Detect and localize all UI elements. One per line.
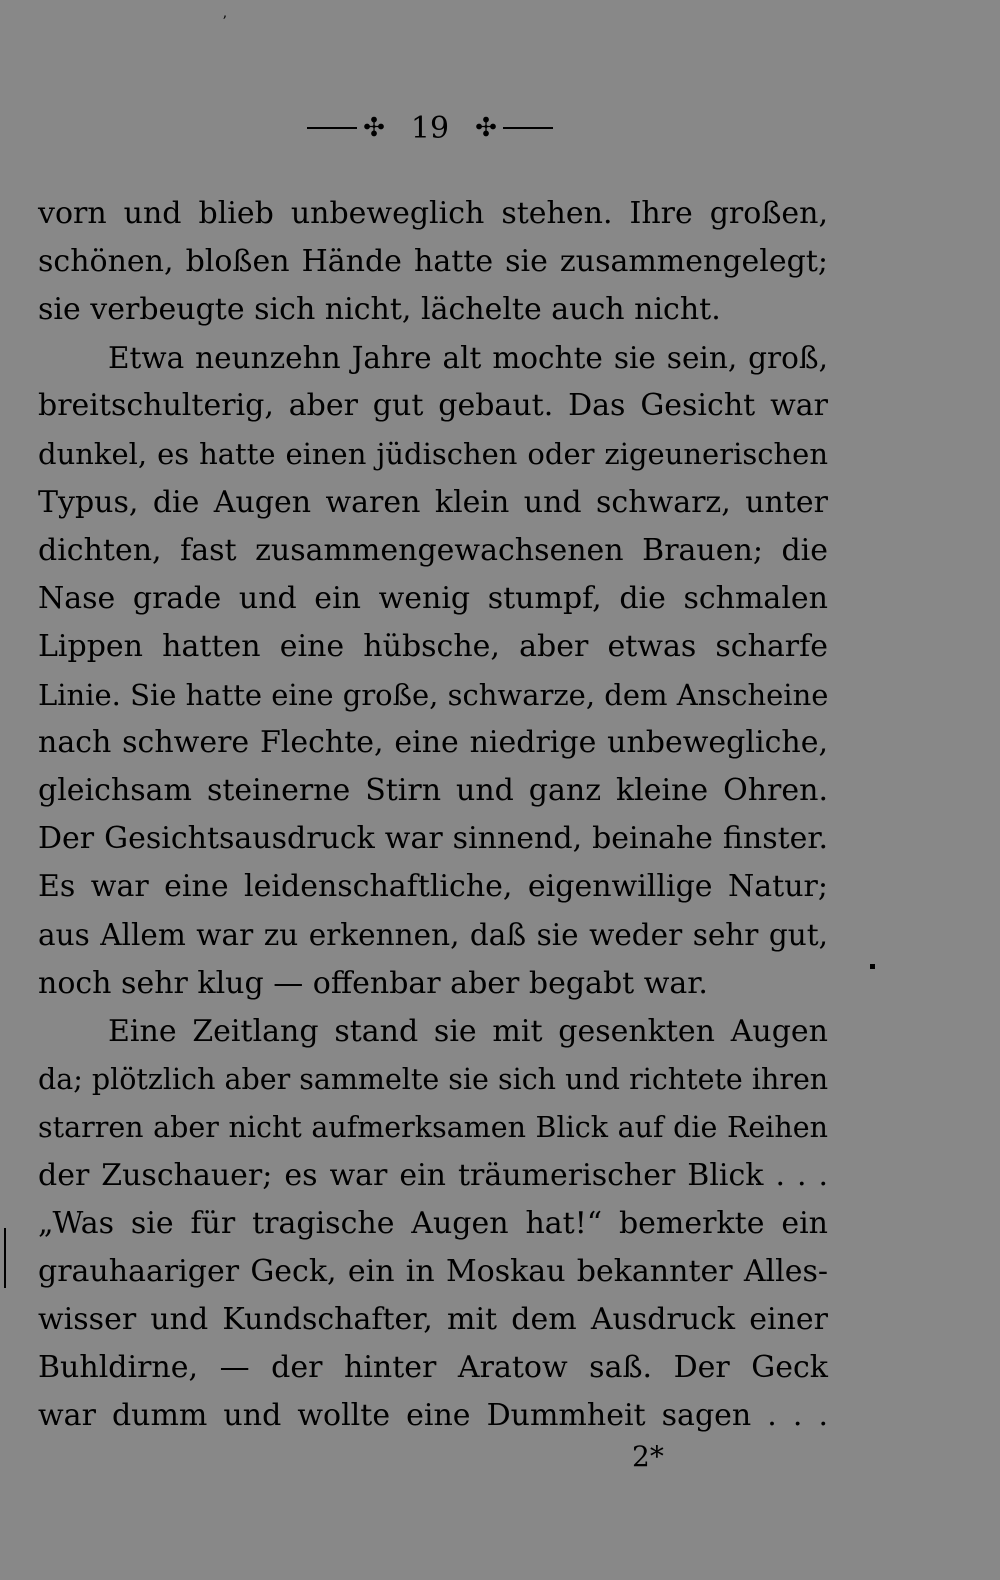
text-line: Der Gesichtsausdruck war sinnend, beinahe finster. (38, 821, 828, 857)
page-header (300, 108, 560, 148)
text-line: starren aber nicht aufmerksamen Blick auf die Reihen (38, 1110, 828, 1144)
text-line: war dumm und wollte eine Dummheit sagen . . . (38, 1398, 828, 1434)
text-line: dunkel, es hatte einen jüdischen oder zigeunerischen (38, 437, 828, 472)
signature-mark: 2* (632, 1440, 664, 1473)
text-line: Linie. Sie hatte eine große, schwarze, dem Anscheine (38, 677, 829, 712)
text-line: aus Allem war zu erkennen, daß sie weder sehr gut, (38, 918, 828, 953)
body-text (38, 190, 828, 1440)
text-line: der Zuschauer; es war ein träumerischer Blick . . . (38, 1157, 828, 1193)
text-line: Etwa neunzehn Jahre alt mochte sie sein, groß, (108, 341, 828, 376)
text-line: Buhldirne, — der hinter Aratow saß. Der Geck (38, 1350, 828, 1386)
text-line: Nase grade und ein wenig stumpf, die schmalen (38, 580, 828, 616)
text-line: grauhaariger Geck, ein in Moskau bekannter Alles- (38, 1254, 828, 1290)
text-line: Lippen hatten eine hübsche, aber etwas scharfe (38, 628, 828, 664)
text-line: wisser und Kundschafter, mit dem Ausdruck einer (38, 1302, 828, 1338)
text-line: nach schwere Flechte, eine niedrige unbewegliche, (38, 725, 828, 761)
text-line: Typus, die Augen waren klein und schwarz, unter (38, 484, 828, 520)
text-line: „Was sie für tragische Augen hat!“ bemerkte ein (38, 1205, 828, 1241)
ornament-icon: ✣ (363, 113, 385, 143)
margin-mark (4, 1228, 6, 1288)
header-rule-left (307, 127, 357, 129)
print-speck (870, 964, 875, 969)
text-line: breitschulterig, aber gut gebaut. Das Gesicht war (38, 388, 828, 424)
text-line: noch sehr klug — offenbar aber begabt war. (38, 965, 708, 1001)
text-line: gleichsam steinerne Stirn und ganz kleine Ohren. (38, 773, 828, 809)
page-number: 19 (410, 110, 450, 146)
text-line: Eine Zeitlang stand sie mit gesenkten Augen (108, 1013, 828, 1049)
ornament-icon: ✣ (475, 113, 497, 143)
stray-mark: ʼ (222, 14, 227, 30)
text-line: da; plötzlich aber sammelte sie sich und richtete ihren (38, 1062, 829, 1096)
text-line: dichten, fast zusammengewachsenen Brauen; die (38, 532, 828, 568)
text-line: vorn und blieb unbeweglich stehen. Ihre großen, (38, 196, 828, 231)
text-line: sie verbeugte sich nicht, lächelte auch nicht. (38, 292, 721, 328)
text-line: Es war eine leidenschaftliche, eigenwillige Natur; (38, 869, 828, 905)
text-line: schönen, bloßen Hände hatte sie zusammengelegt; (38, 244, 828, 280)
header-rule-right (503, 127, 553, 129)
